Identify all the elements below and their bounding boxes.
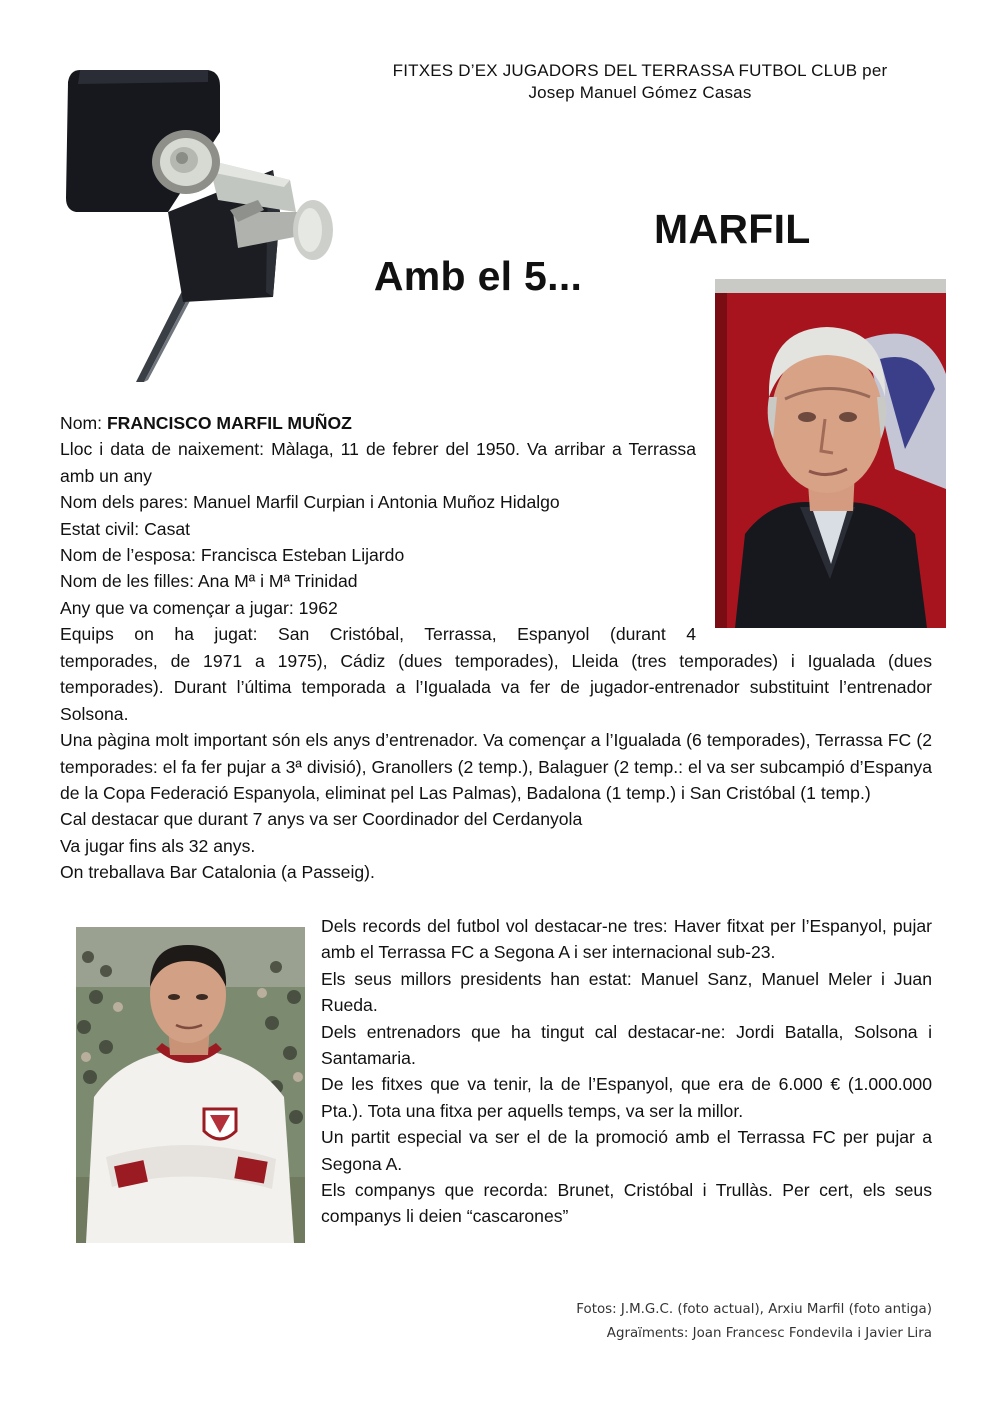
memories-contracts: De les fitxes que va tenir, la de l’Espanyol, que era de 6.000 € (1.000.000 Pta.). Tota una fitxa per aquells temps, va ser la millor. [321, 1074, 932, 1121]
bio-teams-rest: temporades, de 1971 a 1975), Cádiz (dues temporades), Lleida (tres temporades) i Igualada (dues temporades). Durant l’última temporada a l’Igualada va fer de jugador-entrenador substituint l’entrenador Solsona. [60, 651, 932, 724]
bio-daughters: Nom de les filles: Ana Mª i Mª Trinidad [60, 571, 358, 592]
career-section [60, 648, 932, 886]
bio-birth: Lloc i data de naixement: Màlaga, 11 de febrer del 1950. Va arribar a Terrassa amb un any [60, 439, 696, 486]
memories-presidents: Els seus millors presidents han estat: Manuel Sanz, Manuel Meler i Juan Rueda. [321, 968, 932, 1016]
bio-work: On treballava Bar Catalonia (a Passeig). [60, 862, 375, 883]
title-number: Amb el 5... [373, 253, 583, 299]
memories-records: Dels records del futbol vol destacar-ne tres: Haver fitxat per l’Espanyol, pujar amb el Terrassa FC a Segona A i ser internacional sub-23. [321, 916, 932, 963]
memories-coaches: Dels entrenadors que ha tingut cal destacar-ne: Jordi Batalla, Solsona i Santamaria. [321, 1021, 932, 1069]
photo-credits: Fotos: J.M.G.C. (foto actual), Arxiu Marfil (foto antiga) [576, 1302, 932, 1317]
header-line-2: Josep Manuel Gómez Casas [528, 83, 752, 102]
page-title [352, 206, 811, 347]
name-label: Nom: [60, 413, 107, 433]
archive-photo [76, 927, 305, 1243]
header-line-1: FITXES D’EX JUGADORS DEL TERRASSA FUTBOL CLUB per [392, 61, 888, 80]
bio-section [60, 410, 696, 648]
bio-start-year: Any que va començar a jugar: 1962 [60, 597, 338, 618]
memories-section [321, 913, 932, 1230]
bio-name-line [60, 410, 696, 436]
bio-civil-status: Estat civil: Casat [60, 518, 191, 539]
bio-wife: Nom de l’esposa: Francisca Esteban Lijardo [60, 545, 405, 566]
memories-special-match: Un partit especial va ser el de la promoció amb el Terrassa FC per pujar a Segona A. [321, 1127, 932, 1174]
credits [576, 1298, 932, 1346]
player-full-name: FRANCISCO MARFIL MUÑOZ [106, 413, 352, 433]
document-header [330, 60, 950, 104]
bio-played-until: Va jugar fins als 32 anys. [60, 835, 256, 856]
loudspeaker-image [58, 62, 343, 382]
memories-teammates: Els companys que recorda: Brunet, Cristóbal i Trullàs. Per cert, els seus companys li deien “cascarones” [321, 1180, 932, 1227]
bio-parents: Nom dels pares: Manuel Marfil Curpian i Antonia Muñoz Hidalgo [60, 492, 560, 513]
title-player-name: MARFIL [654, 206, 811, 252]
current-photo [715, 279, 946, 628]
bio-coordinator: Cal destacar que durant 7 anys va ser Coordinador del Cerdanyola [60, 809, 583, 830]
bio-teams-start: Equips on ha jugat: San Cristóbal, Terrassa, Espanyol (durant 4 [60, 624, 696, 645]
acknowledgements: Agraïments: Joan Francesc Fondevila i Javier Lira [606, 1326, 932, 1341]
bio-coaching: Una pàgina molt important són els anys d’entrenador. Va començar a l’Igualada (6 temporades), Terrassa FC (2 temporades: el fa fer pujar a 3ª divisió), Granollers (2 temp.), Balaguer (2 temp.: el va ser subcampió d’Espanya de la Copa Federació Espanyola, eliminat pel Las Palmas), Badalona (1 temp.) i San Cristóbal (1 temp.) [60, 730, 932, 804]
